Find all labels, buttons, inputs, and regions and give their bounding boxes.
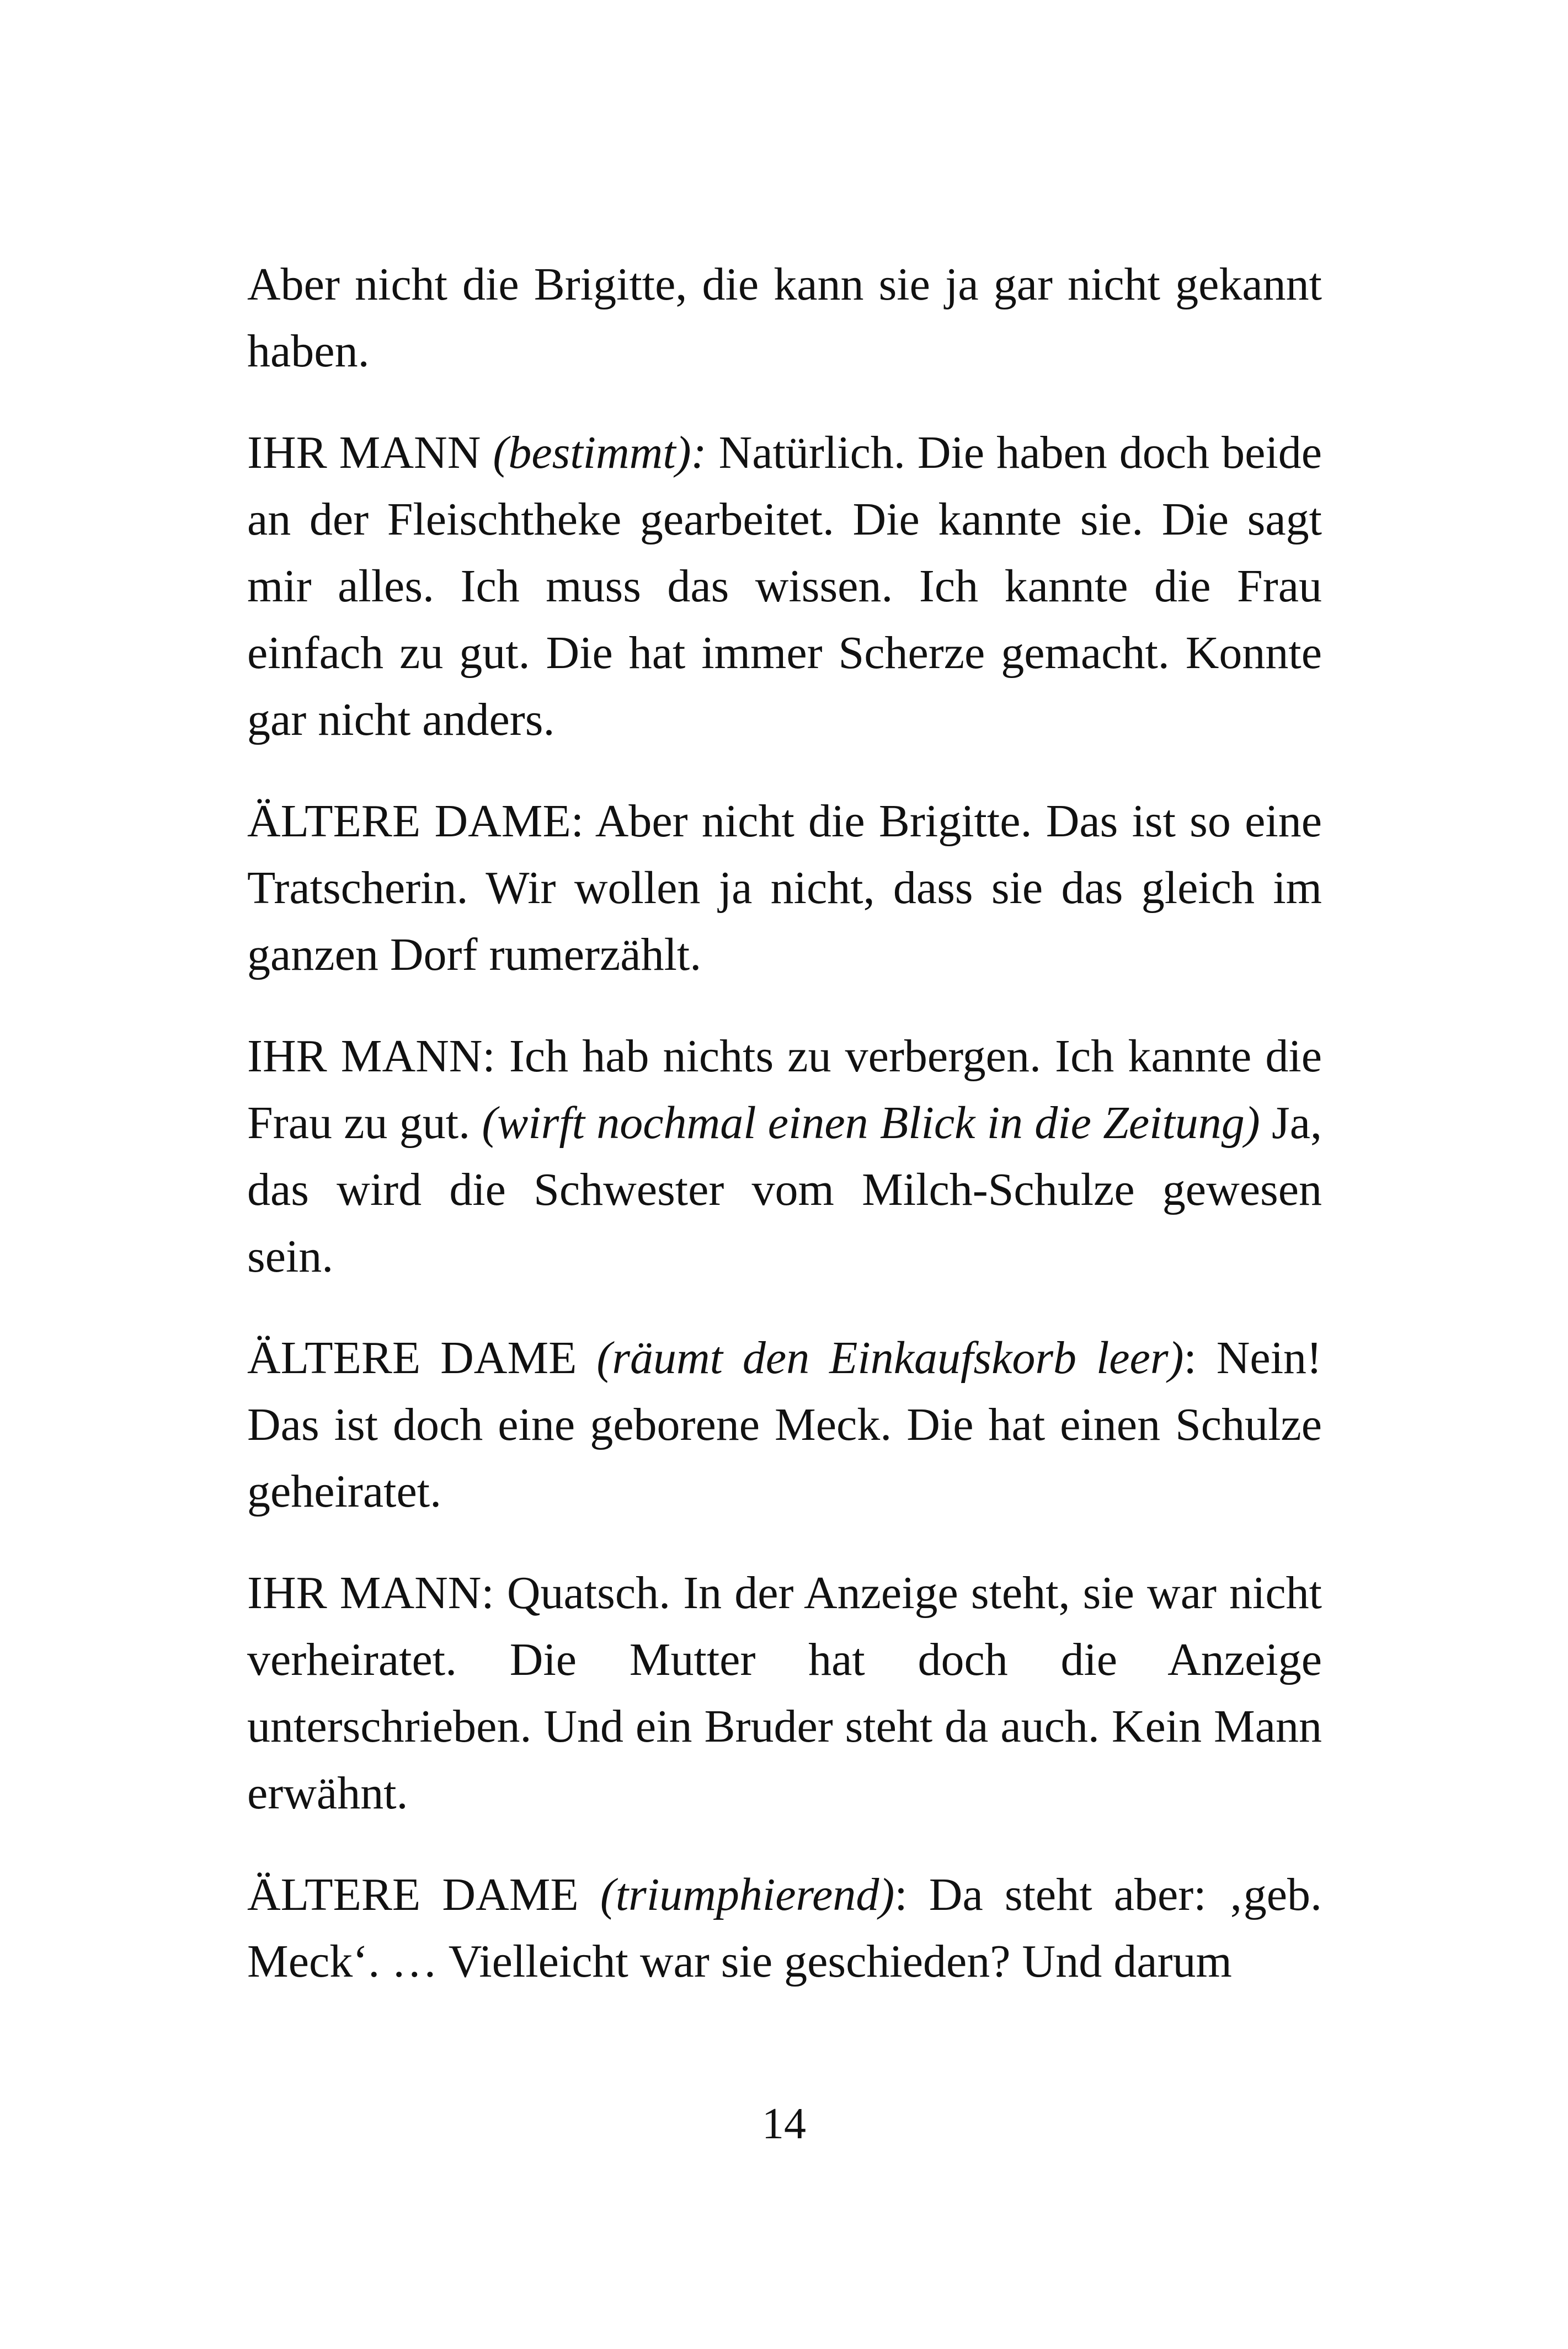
- body-text: [247, 251, 1322, 1995]
- paragraph-3: [247, 788, 1322, 988]
- page-number: 14: [762, 2100, 806, 2148]
- paragraph-2: [247, 419, 1322, 753]
- stage-direction: (wirft nochmal einen Blick in die Zeitung): [482, 1097, 1260, 1149]
- paragraph-6: [247, 1560, 1322, 1827]
- dialogue-text: ÄLTERE DAME: Aber nicht die Brigitte. Das ist so eine Tratscherin. Wir wollen ja nicht, dass sie das gleich im ganzen Dorf rumerzählt.: [247, 796, 1322, 980]
- speaker-text: ÄLTERE DAME: [247, 1869, 600, 1920]
- dialogue-text: : Nein! Das ist doch eine geborene Meck. Die hat einen Schulze geheiratet.: [247, 1332, 1322, 1517]
- speaker-text: ÄLTERE DAME: [247, 1332, 597, 1384]
- speaker-text: IHR MANN: [247, 427, 493, 478]
- stage-direction: (räumt den Einkaufskorb leer): [596, 1332, 1184, 1384]
- paragraph-1: [247, 251, 1322, 385]
- paragraph-4: [247, 1023, 1322, 1290]
- paragraph-7: [247, 1861, 1322, 1995]
- stage-direction: (bestimmt):: [493, 427, 707, 478]
- dialogue-text: IHR MANN: Quatsch. In der Anzeige steht, sie war nicht verheiratet. Die Mutter hat doch die Anzeige unterschrieben. Und ein Bruder steht da auch. Kein Mann erwähnt.: [247, 1567, 1322, 1819]
- stage-direction: (triumphierend): [600, 1869, 895, 1920]
- paragraph-5: [247, 1325, 1322, 1525]
- dialogue-text: : Da steht aber: ‚geb. Meck‘. … Vielleicht war sie geschieden? Und darum: [247, 1869, 1322, 1987]
- dialogue-text: Ja, das wird die Schwester vom Milch-Schulze gewesen sein.: [247, 1097, 1322, 1282]
- dialogue-text: Aber nicht die Brigitte, die kann sie ja gar nicht gekannt haben.: [247, 259, 1322, 377]
- dialogue-text: IHR MANN: Ich hab nichts zu verbergen. Ich kannte die Frau zu gut.: [247, 1031, 1322, 1149]
- dialogue-text: Natürlich. Die haben doch beide an der Fleischtheke gearbeitet. Die kannte sie. Die sagt mir alles. Ich muss das wissen. Ich kannte die Frau einfach zu gut. Die hat immer Scherze gemacht. Konnte gar nicht anders.: [247, 427, 1322, 745]
